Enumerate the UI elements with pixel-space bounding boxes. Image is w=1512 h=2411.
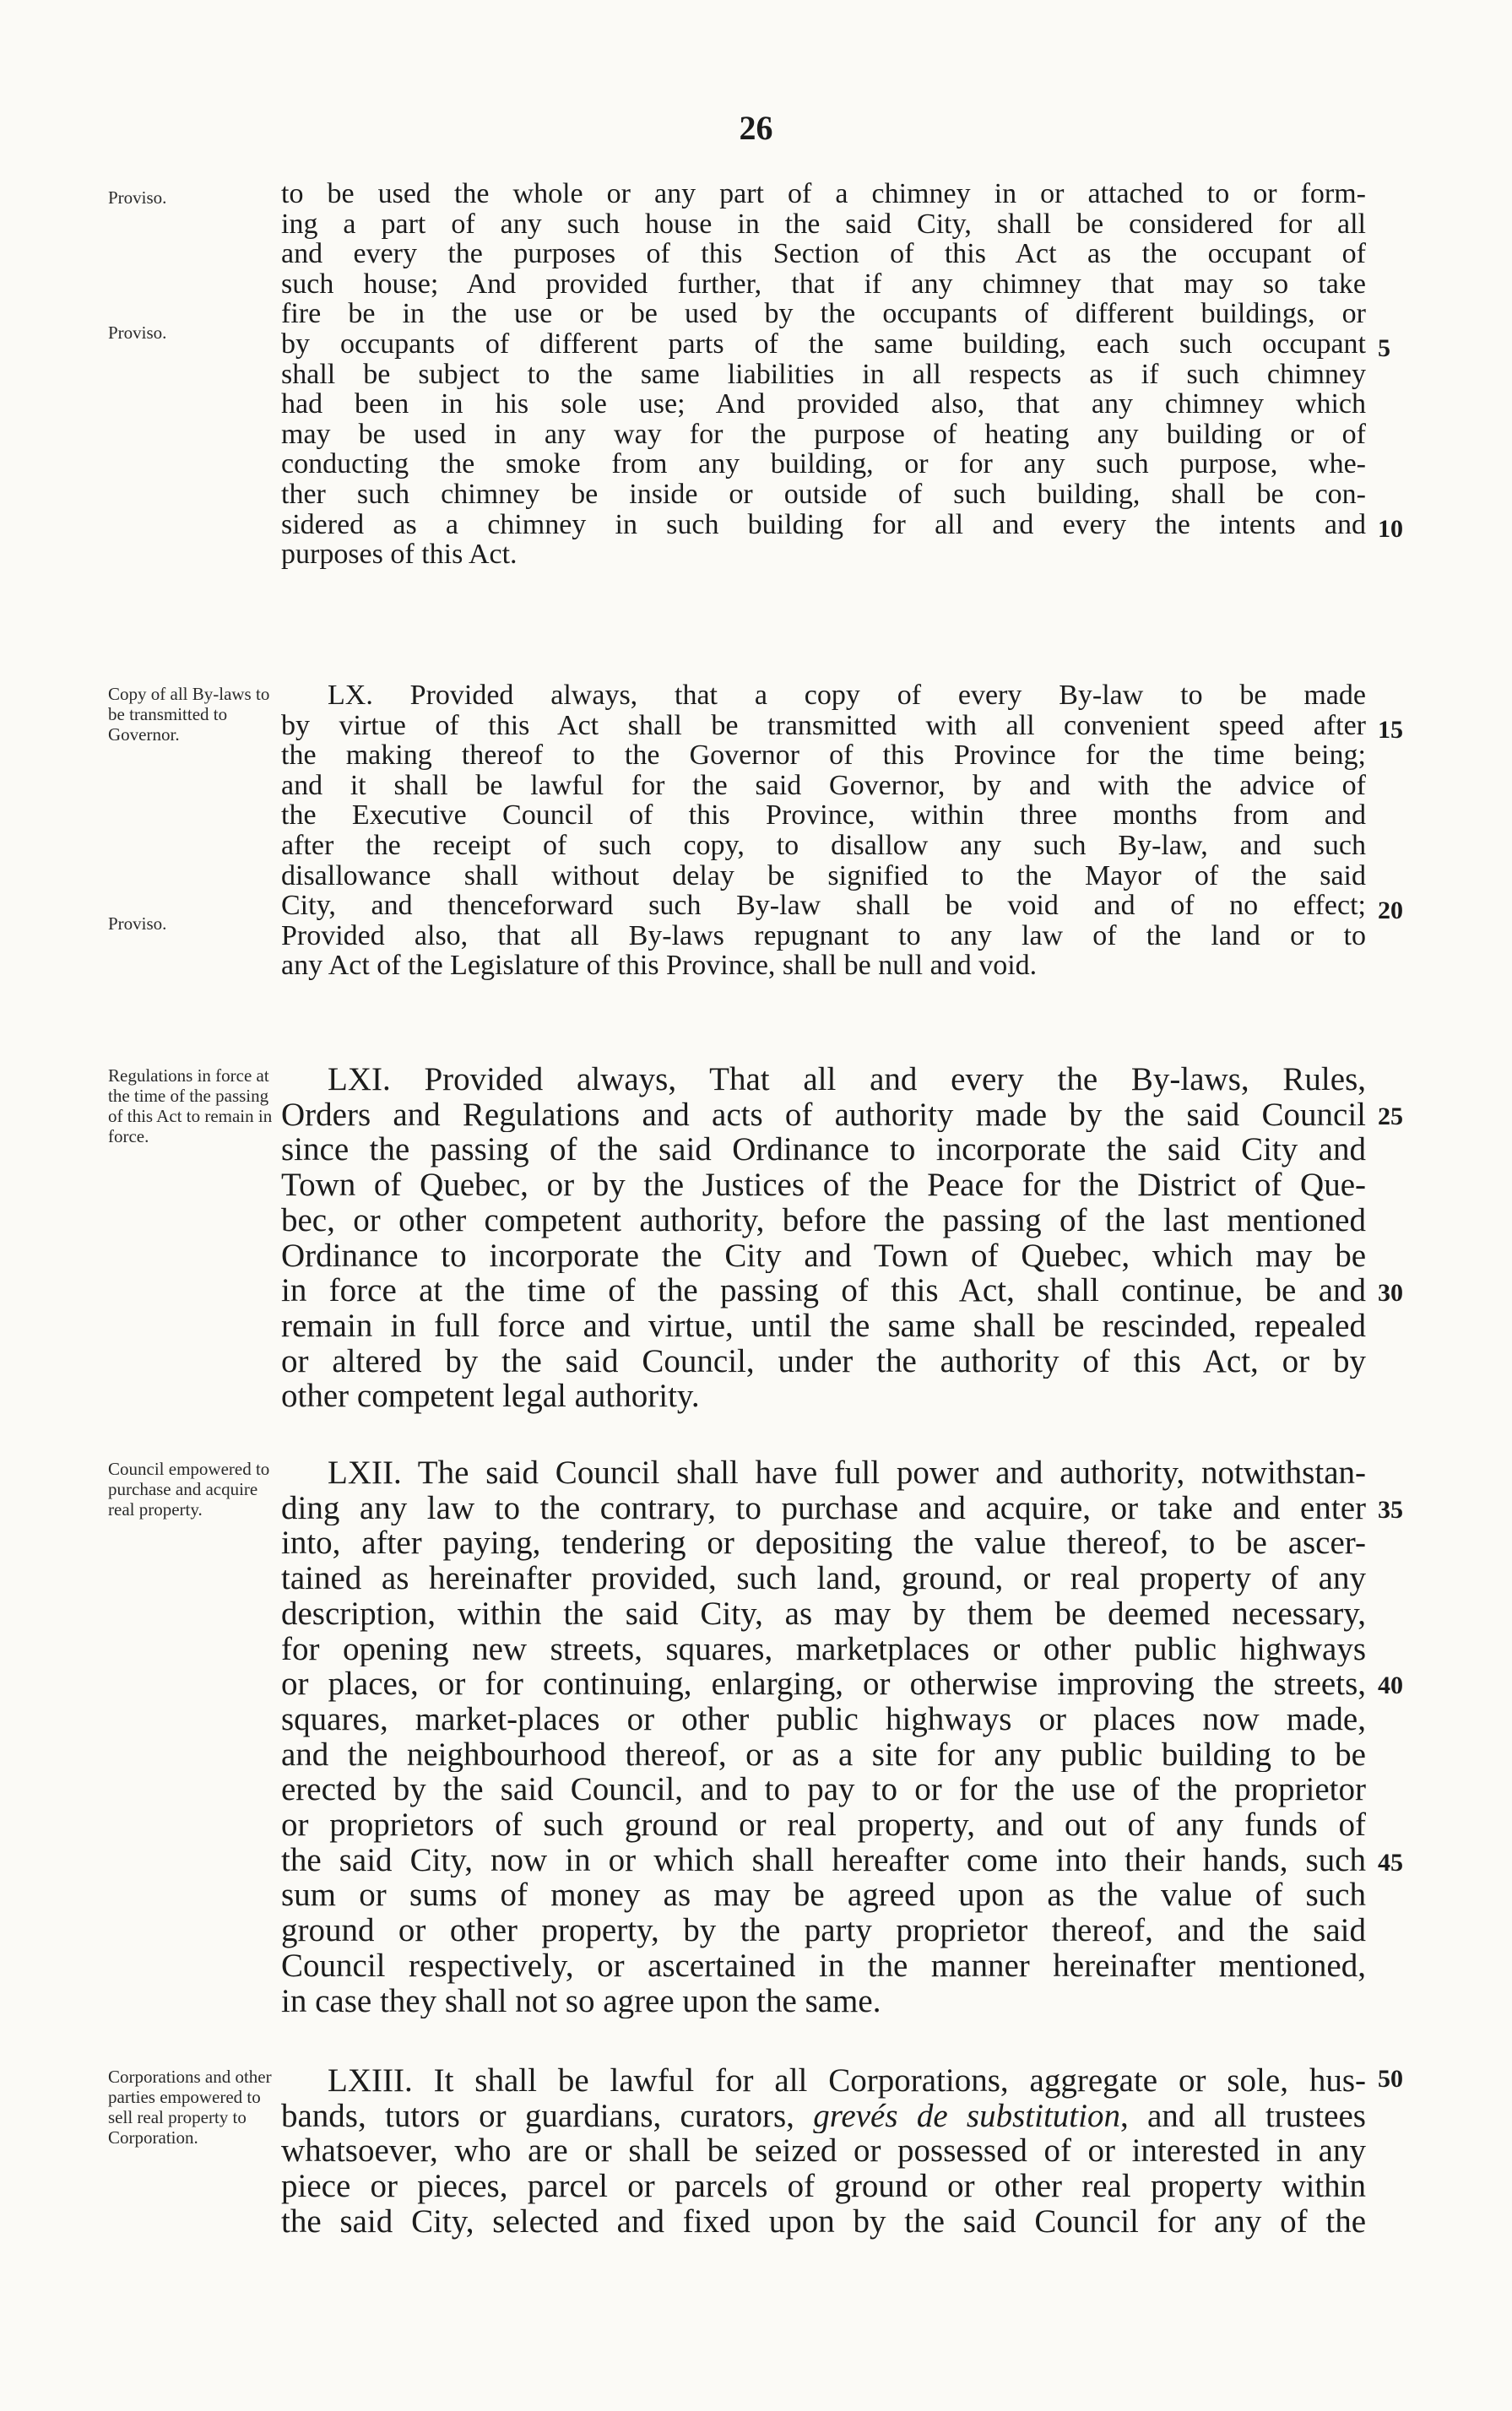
text-line: squares, market-places or other public highways or places now made, — [281, 1701, 1366, 1737]
line-number: 45 — [1378, 1849, 1403, 1877]
text-line: or proprietors of such ground or real property, and out of any funds of — [281, 1807, 1366, 1843]
line-number: 20 — [1378, 897, 1403, 924]
italic-phrase: grevés de substitution — [813, 2098, 1120, 2134]
text-run: , and all trustees — [1119, 2098, 1366, 2134]
paragraph-continuation — [281, 179, 1366, 570]
text-line: sum or sums of money as may be agreed upon as the value of such — [281, 1877, 1366, 1914]
text-line: shall be subject to the same liabilities in all respects as if such chimney — [281, 359, 1366, 390]
text-line: LXII. The said Council shall have full power and authority, notwithstan- — [328, 1455, 1366, 1491]
line-number: 50 — [1378, 2065, 1403, 2093]
text-line: remain in full force and virtue, until the same shall be rescinded, repealed — [281, 1308, 1366, 1344]
text-line: erected by the said Council, and to pay to or for the use of the proprietor — [281, 1772, 1366, 1808]
text-line: after the receipt of such copy, to disallow any such By-law, and such — [281, 830, 1366, 861]
text-line: ing a part of any such house in the said City, shall be considered for all — [281, 209, 1366, 240]
text-line: Town of Quebec, or by the Justices of the Peace for the District of Que- — [281, 1168, 1366, 1203]
text-line: the said City, selected and fixed upon by the said Council for any of the — [281, 2203, 1366, 2240]
line-number: 35 — [1378, 1496, 1403, 1524]
text-line: any Act of the Legislature of this Province, shall be null and void. — [281, 951, 1038, 981]
text-line: conducting the smoke from any building, or for any such purpose, whe- — [281, 449, 1366, 479]
text-line: such house; And provided further, that if any chimney that may so take — [281, 268, 1366, 300]
text-line: the said City, now in or which shall hereafter come into their hands, such — [281, 1842, 1366, 1878]
margin-note-proviso-2: Proviso. — [108, 322, 167, 343]
text-line: ther such chimney be inside or outside of such building, shall be con- — [281, 479, 1366, 510]
text-line: the making thereof to the Governor of this Province for the time being; — [281, 740, 1366, 771]
text-line-with-italic — [281, 2099, 1366, 2134]
text-line: or places, or for continuing, enlarging, or otherwise improving the streets, — [281, 1666, 1366, 1702]
text-line: purposes of this Act. — [281, 539, 518, 570]
text-line: LXI. Provided always, That all and every the By-laws, Rules, — [328, 1062, 1366, 1097]
page-number: 26 — [739, 109, 773, 147]
text-line: LX. Provided always, that a copy of every By-law to be made — [328, 680, 1366, 711]
text-line: or altered by the said Council, under the authority of this Act, or by — [281, 1343, 1366, 1379]
paragraph-lxiii — [281, 2063, 1366, 2240]
text-line: whatsoever, who are or shall be seized or possessed of or interested in any — [281, 2133, 1366, 2170]
text-line: Council respectively, or ascertained in the manner hereinafter mentioned, — [281, 1948, 1366, 1984]
text-line: Ordinance to incorporate the City and Town of Quebec, which may be — [281, 1238, 1366, 1274]
text-line: and it shall be lawful for the said Governor, by and with the advice of — [281, 770, 1366, 801]
text-line: since the passing of the said Ordinance to incorporate the said City and — [281, 1132, 1366, 1168]
text-line: into, after paying, tendering or depositing the value thereof, to be ascer- — [281, 1525, 1366, 1562]
text-line: tained as hereinafter provided, such land, ground, or real property of any — [281, 1561, 1366, 1596]
text-line: and every the purposes of this Section of this Act as the occupant of — [281, 239, 1366, 269]
text-line: City, and thenceforward such By-law shall be void and of no effect; — [281, 891, 1366, 921]
margin-note-copy-of-bylaws: Copy of all By-laws to be transmitted to Governor. — [108, 684, 270, 745]
text-line: ground or other property, by the party proprietor thereof, and the said — [281, 1913, 1366, 1948]
text-line: for opening new streets, squares, marketplaces or other public highways — [281, 1631, 1366, 1667]
text-line: may be used in any way for the purpose of heating any building or of — [281, 419, 1366, 450]
text-line: in force at the time of the passing of this Act, shall continue, be and — [281, 1273, 1366, 1308]
line-number: 25 — [1378, 1103, 1403, 1130]
text-line: LXIII. It shall be lawful for all Corporations, aggregate or sole, hus- — [328, 2063, 1366, 2099]
text-line: disallowance shall without delay be signified to the Mayor of the said — [281, 860, 1366, 891]
text-line: Orders and Regulations and acts of authority made by the said Council — [281, 1097, 1366, 1133]
line-number: 10 — [1378, 515, 1403, 543]
text-line: by virtue of this Act shall be transmitted with all convenient speed after — [281, 710, 1366, 741]
text-line: fire be in the use or be used by the occupants of different buildings, or — [281, 299, 1366, 329]
line-number: 40 — [1378, 1671, 1403, 1699]
margin-note-proviso-1: Proviso. — [108, 187, 167, 208]
line-number: 5 — [1378, 334, 1390, 362]
margin-note-proviso-3: Proviso. — [108, 913, 167, 934]
paragraph-lx — [281, 680, 1366, 981]
margin-note-council-empowered: Council empowered to purchase and acquire real property. — [108, 1459, 270, 1520]
text-line: bec, or other competent authority, before the passing of the last mentioned — [281, 1202, 1366, 1238]
text-line: and the neighbourhood thereof, or as a site for any public building to be — [281, 1736, 1366, 1773]
line-number: 30 — [1378, 1279, 1403, 1307]
paragraph-lxi — [281, 1062, 1366, 1414]
text-line: had been in his sole use; And provided also, that any chimney which — [281, 389, 1366, 420]
text-line: sidered as a chimney in such building for all and every the intents and — [281, 509, 1366, 540]
text-line: ding any law to the contrary, to purchase and acquire, or take and enter — [281, 1490, 1366, 1526]
text-line: in case they shall not so agree upon the same. — [281, 1983, 881, 2019]
text-line: description, within the said City, as may by them be deemed necessary, — [281, 1596, 1366, 1632]
text-run: bands, tutors or guardians, curators, — [281, 2098, 814, 2134]
margin-note-regulations-in-force: Regulations in force at the time of the passing of this Act to remain in force. — [108, 1065, 273, 1146]
text-line: other competent legal authority. — [281, 1379, 700, 1415]
text-line: piece or pieces, parcel or parcels of ground or other real property within — [281, 2169, 1366, 2204]
text-line: by occupants of different parts of the same building, each such occupant — [281, 328, 1366, 360]
text-line: Provided also, that all By-laws repugnant to any law of the land or to — [281, 920, 1366, 951]
text-line: the Executive Council of this Province, within three months from and — [281, 800, 1366, 831]
line-number: 15 — [1378, 716, 1403, 744]
text-line: to be used the whole or any part of a chimney in or attached to or form- — [281, 179, 1366, 209]
margin-note-corporations-empowered: Corporations and other parties empowered to sell real property to Corporation. — [108, 2067, 272, 2148]
paragraph-lxii — [281, 1455, 1366, 2018]
